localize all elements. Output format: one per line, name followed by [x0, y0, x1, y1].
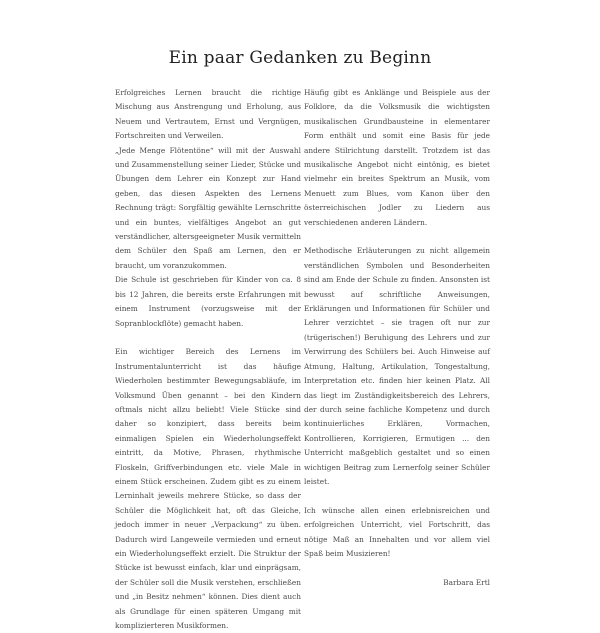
page-title: Ein paar Gedanken zu Beginn — [168, 48, 432, 68]
paragraph-methodology: Methodische Erläuterungen zu nicht allgemein verständlichen Symbolen und Besonderheiten sind am Ende der Schule zu finden. Ansonsten ist bewusst auf schriftliche Anweisungen, Erklärungen und Informationen für Schüler und Lehrer verzichtet – sie tragen oft nur zur (trügerischen!) Beruhigung des Lehrers und zur Verwirrung des Schülers bei. Auch Hinweise auf Atmung, Haltung, Artikulation, Tongestaltung, Interpretation etc. finden hier keinen Platz. All das liegt im Zuständigkeitsbereich des Lehrers, der durch seine fachliche Kompetenz und durch kontinuierliches Erklären, Vormachen, Kontrollieren, Korrigieren, Ermutigen ... den Unterricht maßgeblich gestaltet und so einen wichtigen Beitrag zum Lernerfolg seiner Schüler leistet. — [304, 246, 490, 486]
paragraph-practice: Ein wichtiger Bereich des Lernens im Instrumentalunterricht ist das häufige Wiederholen bestimmter Bewegungsabläufe, im Volksmund Üben genannt – bei den Kindern oftmals nicht allzu beliebt! Viele Stücke sind daher so konzipiert, dass bereits beim einmaligen Spielen ein Wiederholungseffekt eintritt, da Motive, Phrasen, rhythmische Floskeln, Griffverbindungen etc. viele Male in einem Stück erscheinen. Zudem gibt es zu einem Lerninhalt jeweils mehrere Stücke, so dass der Schüler die Möglichkeit hat, oft das Gleiche, jedoch immer in neuer „Verpackung“ zu üben. Dadurch wird Langeweile vermieden und erneut ein Wiederholungseffekt erzielt. Die Struktur der Stücke ist bewusst einfach, klar und einprägsam, der Schüler soll die Musik verstehen, erschließen und „in Besitz nehmen“ können. Dies dient auch als Grundlage für einen späteren Umgang mit komplizierteren Musikformen. — [115, 347, 301, 631]
right-column — [304, 86, 490, 590]
paragraph-wishes: Ich wünsche allen einen erlebnisreichen und erfolgreichen Unterricht, viel Fortschritt, das nötige Maß an Innehalten und vor allem viel Spaß beim Musizieren! — [304, 505, 490, 558]
paragraph-intro: Erfolgreiches Lernen braucht die richtige Mischung aus Anstrengung und Erholung, aus Neuem und Vertrautem, Ernst und Vergnügen, Fortschreiten und Verweilen. — [115, 88, 301, 141]
paragraph-folklore: Häufig gibt es Anklänge und Beispiele aus der Folklore, da die Volksmusik die wichtigsten musikalischen Grundbausteine in elementarer Form enthält und somit eine Basis für jede andere Stilrichtung darstellt. Trotzdem ist das musikalische Angebot nicht eintönig, es bietet vielmehr ein breites Spektrum an Musik, vom Menuett zum Blues, vom Kanon über den österreichischen Jodler zu Liedern aus verschiedenen anderen Ländern. — [304, 88, 490, 227]
left-column — [115, 86, 301, 633]
paragraph-audience: Die Schule ist geschrieben für Kinder von ca. 8 bis 12 Jahren, die bereits erste Erfahrungen mit einem Instrument (vorzugsweise mit der Sopranblockflöte) gemacht haben. — [115, 275, 301, 328]
paragraph-concept: „Jede Menge Flötentöne“ will mit der Auswahl und Zusammenstellung seiner Lieder, Stücke und Übungen dem Lehrer ein Konzept zur Hand geben, das diesen Aspekten des Lernens Rechnung trägt: Sorgfältig gewählte Lernschritte und ein buntes, vielfältiges Angebot an gut verständlicher, altersgeeigneter Musik vermitteln dem Schüler den Spaß am Lernen, den er braucht, um voranzukommen. — [115, 145, 301, 270]
author-signature: Barbara Ertl — [443, 577, 490, 587]
